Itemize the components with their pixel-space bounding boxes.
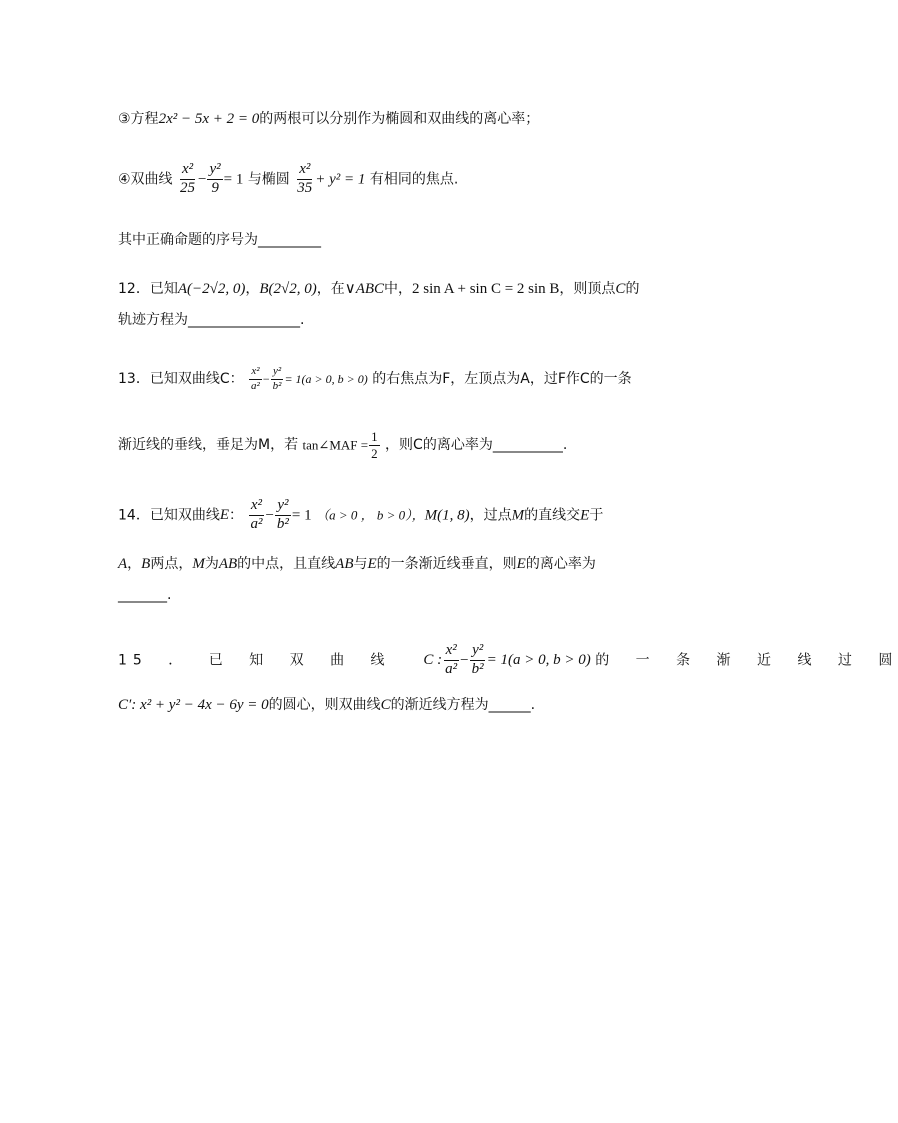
q14-end: . [167,587,172,603]
q15-circle: C′: x² + y² − 4x − 6y = 0 [118,697,269,713]
summary-text: 其中正确命题的序号为 [118,232,258,248]
q12-line-1 [118,282,639,297]
q14-e-4: E [516,556,526,572]
q13-number: 13．已知双曲线C： [118,371,244,388]
q14-ab: AB [218,556,238,572]
q15-condition: = 1(a > 0, b > 0) [486,651,591,668]
item-4-ellipse-rest: + y² = 1 [315,171,366,188]
q12-text: 轨迹方程为 [118,312,188,328]
item-3-prefix: ③方程 [118,111,159,127]
q13-line-1: 13．已知双曲线C： $\frac{\text{x²}}{\text{a²}}$ − $\frac{\text{y²}}{\text{b²}}$ = 1(a > 0, b > 0) 的右焦点为F，左顶点为A，过F作C的一条 [118,365,632,392]
q12-triangle: ∨ABC [344,281,385,297]
q14-b: B [141,556,151,572]
q14-rhs: = 1 [291,507,312,524]
q12-mid2: 中， [384,281,413,297]
q13-frac-x: $\frac{\text{x²}}{\text{a²}}$ [251,365,260,392]
q14-m-2: M [192,556,205,572]
item-4-suffix: 有相同的焦点. [369,171,459,188]
q12-sep: ， [245,281,260,297]
q14-line-2: A，B两点，M为AB的中点，且直线AB与E的一条渐近线垂直，则E的离心率为 [118,556,596,572]
q13-end: . [562,437,568,454]
q14-text-1: ，过点 [469,507,512,524]
q15-line-1: 15 ． 已 知 双 曲 线 C : $\frac{\text{x²}}{\text{a²}}$ − $\frac{\text{y²}}{\text{b²}}$ = 1(a > 0, b > 0) 的 一 条 渐 近 线 过 圆 [118,642,898,677]
q15-number: 15 ． 已 知 双 曲 线 [118,652,391,669]
q14-condition: （a > 0 ， b > 0）， [316,507,425,523]
item-3-suffix: 的两根可以分别作为椭圆和双曲线的离心率； [259,111,540,127]
q14-blank[interactable]: _______ [118,587,167,603]
item-4-ellipse-frac: $\frac{\text{x²}}{35}$ [297,161,313,196]
q13-text-2: 渐近线的垂线，垂足为M，若 [118,437,299,454]
q15-line-2 [118,698,535,713]
q12-condition: 2 sin A + sin C = 2 sin B [412,281,560,297]
item-4-line: ④双曲线 $\frac{\text{x²}}{25}$ − $\frac{\text{y²}}{9}$ = 1 与椭圆 $\frac{\text{x²}}{35}$ + y² = 1 有相同的焦点. [118,161,459,196]
q14-number: 14．已知双曲线 [118,507,220,524]
q12-line-2 [118,313,304,327]
q12-point-b: B(2√2, 0) [259,281,317,297]
q13-blank[interactable]: __________ [492,437,563,454]
q13-line-2 [118,430,567,460]
q12-vertex: C [615,281,626,297]
q13-half: $\frac{1}{2}$ [371,429,378,461]
q13-condition: = 1(a > 0, b > 0) [284,372,368,387]
item-4-rhs: = 1 [223,171,244,188]
summary-line [118,233,321,247]
q12-point-a: A(−2√2, 0) [177,281,246,297]
q15-blank[interactable]: ______ [488,697,531,713]
q12-end: 的 [625,281,640,297]
q15-c-2: C [380,697,391,713]
q14-e: E [219,506,229,523]
q13-text-3: ，则C的离心率为 [385,437,493,454]
q15-c: C : [423,651,443,668]
q14-m: M [511,507,525,524]
q15-text-3: 的渐近线方程为 [390,697,489,713]
item-4-prefix: ④双曲线 [118,171,173,188]
q12-mid: ，在 [316,281,345,297]
q12-end-dot: . [300,312,305,328]
q13-frac-y: $\frac{\text{y²}}{\text{b²}}$ [272,365,282,392]
q14-frac-x: $\frac{\text{x²}}{\text{a²}}$ [250,497,263,532]
q15-frac-x: $\frac{\text{x²}}{\text{a²}}$ [445,642,458,677]
q14-colon: ： [229,507,243,524]
q14-line-3 [118,588,171,602]
q14-point-m: M(1, 8) [424,507,470,524]
q14-line-1: 14．已知双曲线E： $\frac{\text{x²}}{\text{a²}}$ − $\frac{\text{y²}}{\text{b²}}$ = 1 （a > 0 ， b > 0），M(1, 8)，过点M的直线交E于 [118,497,604,532]
q15-frac-y: $\frac{\text{y²}}{\text{b²}}$ [471,642,484,677]
q15-text-2: 的圆心，则双曲线 [268,697,381,713]
q13-text: 的右焦点为F，左顶点为A，过F作C的一条 [372,371,632,388]
q14-text-2: 的直线交 [524,507,581,524]
q13-tan: tan∠MAF = [302,437,369,453]
item-4-frac-x: $\frac{\text{x²}}{25}$ [180,161,196,196]
q15-text-1: 的 一 条 渐 近 线 过 圆 [595,652,898,669]
q14-ab-2: AB [335,556,354,572]
item-4-middle: 与椭圆 [247,171,290,188]
q14-frac-y: $\frac{\text{y²}}{\text{b²}}$ [276,497,289,532]
q12-number: 12．已知 [118,281,178,297]
q14-e-2: E [580,507,590,524]
item-4-frac-y: $\frac{\text{y²}}{9}$ [209,161,221,196]
q15-end: . [530,697,536,713]
q14-a: A [118,556,128,572]
q14-text-3: 于 [589,507,604,524]
item-3-line [118,112,539,127]
q12-tail: ，则顶点 [559,281,616,297]
summary-blank[interactable]: _________ [258,232,321,248]
q14-e-3: E [367,556,377,572]
q12-blank[interactable]: ________________ [188,312,300,328]
item-3-equation: 2x² − 5x + 2 = 0 [158,111,260,127]
